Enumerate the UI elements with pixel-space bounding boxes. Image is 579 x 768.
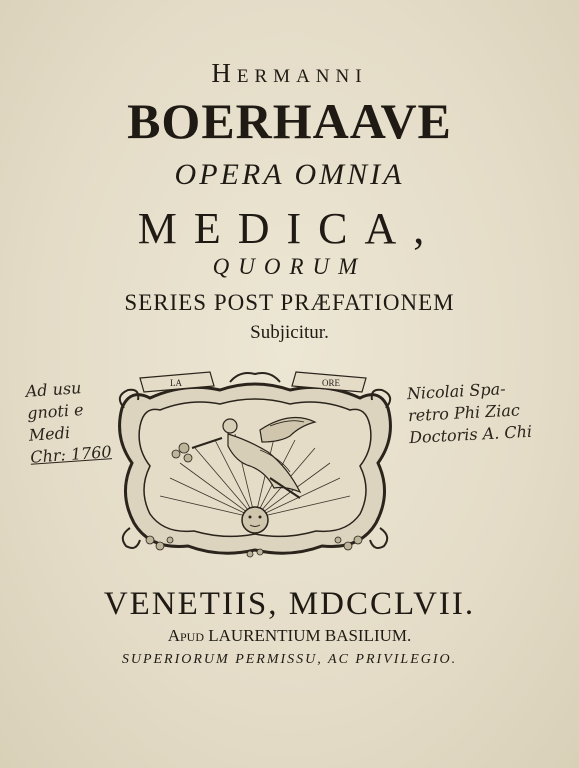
title-line-quorum: QUORUM (212, 254, 367, 279)
title-line-opera-omnia: OPERA OMNIA (174, 158, 405, 191)
title-line-subjicitur: Subjicitur. (250, 322, 329, 343)
title-line-series: SERIES POST PRÆFATIONEM (124, 290, 455, 315)
banner-text-right: ORE (322, 378, 340, 388)
inscription-right-line: retro Phi Ziac (407, 400, 521, 426)
author-last-name: BOERHAAVE (127, 93, 452, 149)
imprint-privilege: SUPERIORUM PERMISSU, AC PRIVILEGIO. (121, 652, 458, 667)
title-line-medica: MEDICA, (137, 204, 442, 253)
sun-face-icon (242, 507, 268, 533)
banner-text-left: LA (170, 378, 182, 388)
handwritten-inscription-left (25, 375, 112, 468)
author-first-name: Hermanni (211, 58, 368, 88)
printers-device-vignette (110, 368, 400, 563)
inscription-left-line: Ad usu (25, 378, 82, 401)
handwritten-inscription-right (406, 377, 532, 449)
imprint-printer: Apud LAURENTIUM BASILIUM. (167, 626, 412, 645)
inscription-left-line: Medi (28, 422, 71, 445)
imprint-place-date: VENETIIS, MDCCLVII. (103, 586, 476, 622)
inscription-right-line: Nicolai Spa- (406, 379, 506, 404)
inscription-right-line: Doctoris A. Chi (408, 421, 533, 448)
inscription-left-line: gnoti e (26, 399, 85, 423)
inscription-left-line: Chr: 1760 (29, 442, 113, 467)
